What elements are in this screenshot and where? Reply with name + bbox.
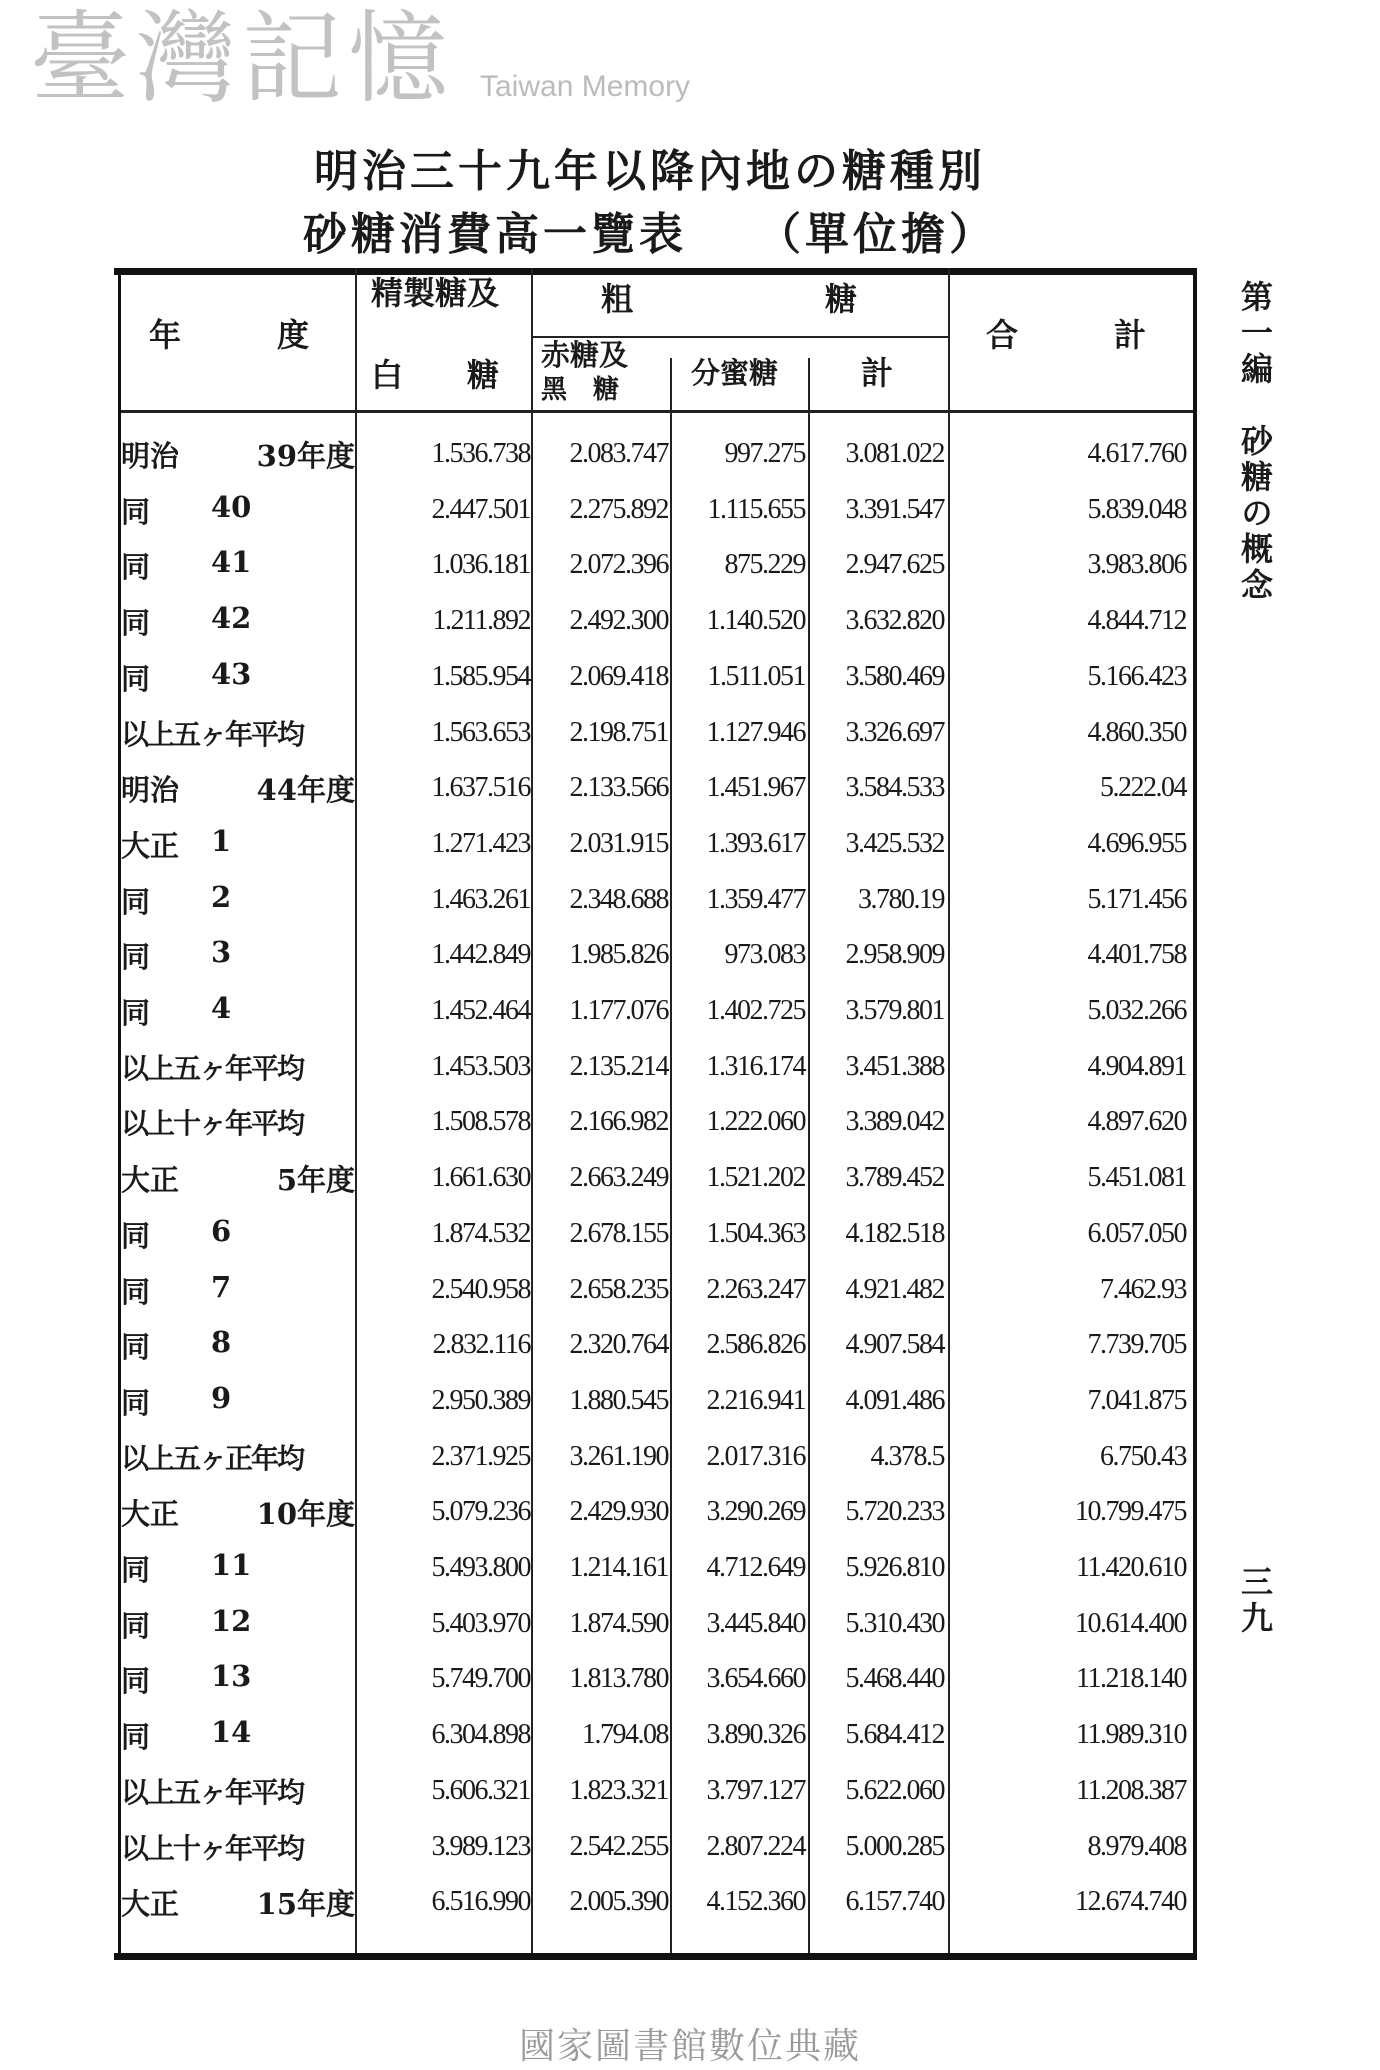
cell-sep: 1.511.051	[707, 660, 805, 692]
watermark-en: Taiwan Memory	[480, 70, 691, 103]
table-title-line2	[0, 198, 1300, 262]
table-row	[121, 707, 1187, 761]
table-row	[121, 1152, 1187, 1206]
cell-total: 12.674.740	[1075, 1886, 1186, 1918]
row-era: 大正	[121, 1887, 180, 1922]
row-year: 42	[211, 601, 252, 636]
row-era: 同	[121, 550, 151, 585]
cell-raw: 4.182.518	[845, 1217, 944, 1249]
row-year: 4	[211, 991, 232, 1025]
cell-refined: 1.508.578	[431, 1106, 530, 1138]
cell-sep: 3.654.660	[706, 1663, 805, 1695]
row-era: 同	[121, 1330, 151, 1365]
cell-refined: 1.585.954	[431, 660, 530, 692]
table-title: 砂糖消費高一覽表	[303, 209, 687, 260]
side-chapter-header: 第一編 砂糖の概念	[1236, 280, 1274, 604]
row-year: 11	[211, 1548, 252, 1582]
row-era: 同	[121, 940, 151, 975]
cell-sep: 1.504.363	[706, 1217, 805, 1249]
cell-raw: 3.451.388	[845, 1050, 944, 1082]
cell-refined: 1.452.464	[431, 995, 530, 1026]
row-year: 43	[211, 656, 252, 691]
table-row	[121, 1208, 1187, 1262]
row-era: 同	[121, 1664, 151, 1699]
cell-raw: 4.921.482	[845, 1273, 944, 1305]
table-row	[121, 1709, 1187, 1763]
cell-red: 2.658.235	[569, 1273, 668, 1305]
cell-red: 2.135.214	[569, 1050, 668, 1082]
row-year: 3	[211, 935, 232, 970]
cell-total: 4.617.760	[1087, 438, 1186, 469]
table-title-line1: 明治三十九年以降內地の糖種別	[314, 146, 986, 197]
table-row	[121, 1876, 1187, 1930]
cell-refined: 2.540.958	[431, 1273, 530, 1305]
cell-raw: 4.378.5	[870, 1440, 944, 1472]
row-era: 同	[121, 661, 151, 696]
cell-raw: 3.425.532	[845, 827, 944, 859]
cell-refined: 1.036.181	[431, 549, 530, 581]
row-era: 明治	[121, 773, 180, 808]
cell-refined: 1.661.630	[431, 1162, 530, 1194]
cell-red: 1.794.08	[582, 1719, 668, 1751]
row-era: 以上五ヶ年平均	[121, 1051, 304, 1085]
row-era: 同	[121, 884, 151, 919]
row-year: 44年度	[256, 773, 355, 808]
cell-sep: 1.140.520	[706, 605, 805, 637]
row-era: 以上十ヶ年平均	[121, 1107, 304, 1141]
cell-total: 11.218.140	[1076, 1663, 1186, 1695]
cell-raw: 3.389.042	[845, 1106, 944, 1138]
cell-red: 1.823.321	[569, 1774, 668, 1806]
cell-red: 2.166.982	[569, 1106, 668, 1138]
table-row	[121, 1096, 1187, 1150]
table-row	[121, 1375, 1187, 1429]
cell-refined: 3.989.123	[431, 1830, 530, 1862]
cell-refined: 1.463.261	[431, 883, 530, 915]
cell-raw: 3.632.820	[845, 605, 944, 637]
table-row	[121, 874, 1187, 928]
row-era: 同	[121, 494, 151, 529]
row-year: 5年度	[276, 1163, 355, 1198]
row-year: 2	[211, 879, 232, 914]
cell-refined: 5.493.800	[431, 1552, 530, 1583]
row-year: 40	[211, 489, 252, 524]
table-row	[121, 1486, 1187, 1540]
cell-refined: 5.749.700	[431, 1663, 530, 1695]
cell-total: 4.897.620	[1087, 1106, 1186, 1138]
row-era: 以上五ヶ年平均	[121, 1775, 304, 1809]
cell-total: 6.057.050	[1087, 1217, 1186, 1249]
cell-red: 2.198.751	[569, 716, 668, 748]
cell-raw: 5.310.430	[845, 1607, 944, 1639]
table-row	[121, 1542, 1187, 1596]
cell-raw: 3.780.19	[858, 883, 944, 915]
cell-refined: 1.442.849	[431, 939, 530, 971]
cell-total: 5.032.266	[1087, 995, 1186, 1026]
table-row	[121, 1264, 1187, 1318]
cell-refined: 2.832.116	[432, 1329, 530, 1361]
table-row	[121, 818, 1187, 872]
cell-total: 4.401.758	[1087, 939, 1186, 971]
row-era: 大正	[121, 828, 180, 863]
cell-refined: 5.606.321	[431, 1774, 530, 1806]
cell-refined: 2.950.389	[431, 1384, 530, 1416]
table-row	[121, 539, 1187, 593]
cell-sep: 3.445.840	[706, 1607, 805, 1639]
cell-sep: 1.127.946	[706, 716, 805, 748]
header-raw-sugar: 粗 糖	[601, 280, 858, 318]
cell-total: 8.979.408	[1087, 1830, 1186, 1862]
cell-total: 10.614.400	[1075, 1607, 1186, 1639]
cell-sep: 1.222.060	[706, 1106, 805, 1138]
row-year: 6	[211, 1213, 232, 1248]
cell-sep: 2.216.941	[706, 1384, 805, 1416]
row-year: 9	[211, 1380, 232, 1415]
table-row	[121, 651, 1187, 705]
row-year: 39年度	[256, 439, 355, 473]
cell-red: 1.880.545	[569, 1384, 668, 1416]
cell-refined: 1.211.892	[432, 605, 530, 637]
cell-raw: 3.326.697	[845, 716, 944, 748]
cell-raw: 6.157.740	[845, 1886, 944, 1918]
cell-red: 2.069.418	[569, 660, 668, 692]
table-row	[121, 484, 1187, 538]
cell-red: 2.663.249	[569, 1162, 668, 1194]
cell-total: 4.860.350	[1087, 716, 1186, 748]
cell-red: 1.214.161	[569, 1552, 668, 1583]
header-raw-total: 計	[861, 354, 894, 392]
cell-total: 4.844.712	[1087, 605, 1186, 637]
cell-total: 5.839.048	[1087, 493, 1186, 525]
row-era: 同	[121, 1218, 151, 1253]
row-era: 同	[121, 1553, 151, 1587]
cell-sep: 1.521.202	[706, 1162, 805, 1194]
cell-raw: 5.468.440	[845, 1663, 944, 1695]
cell-red: 1.177.076	[569, 995, 668, 1026]
row-year: 14	[211, 1715, 252, 1750]
cell-red: 2.031.915	[569, 827, 668, 859]
cell-raw: 5.720.233	[845, 1496, 944, 1528]
cell-raw: 5.000.285	[845, 1830, 944, 1862]
cell-total: 7.462.93	[1100, 1273, 1186, 1305]
row-year: 15年度	[256, 1887, 355, 1922]
cell-red: 1.813.780	[569, 1663, 668, 1695]
cell-sep: 2.586.826	[706, 1329, 805, 1361]
row-year: 7	[211, 1269, 232, 1304]
watermark: 臺灣記憶	[30, 0, 454, 117]
row-year: 41	[211, 545, 252, 580]
row-year: 1	[211, 823, 232, 858]
table-row	[121, 428, 1187, 482]
table-bottom-border	[114, 1953, 1194, 1960]
cell-raw: 3.391.547	[845, 493, 944, 525]
footer-credit: 國家圖書館數位典藏	[518, 2026, 861, 2067]
cell-red: 2.072.396	[569, 549, 668, 581]
cell-total: 11.420.610	[1076, 1552, 1186, 1583]
cell-refined: 1.453.503	[431, 1050, 530, 1082]
cell-raw: 5.926.810	[845, 1552, 944, 1583]
row-era: 以上五ヶ正年均	[121, 1441, 304, 1475]
cell-red: 2.133.566	[569, 772, 668, 804]
cell-total: 7.041.875	[1087, 1384, 1186, 1416]
cell-raw: 4.907.584	[845, 1329, 944, 1361]
row-era: 大正	[121, 1163, 180, 1198]
header-bottom-border	[121, 410, 1193, 413]
cell-sep: 1.451.967	[706, 772, 805, 804]
row-era: 同	[121, 1608, 151, 1643]
cell-raw: 2.947.625	[845, 549, 944, 581]
cell-refined: 6.304.898	[431, 1719, 530, 1751]
cell-sep: 4.152.360	[706, 1886, 805, 1918]
cell-red: 2.320.764	[569, 1329, 668, 1361]
table-row	[121, 929, 1187, 983]
header-red-black: 赤糖及	[541, 338, 629, 372]
cell-refined: 1.874.532	[431, 1217, 530, 1249]
cell-raw: 5.684.412	[845, 1719, 944, 1751]
table-row	[121, 1821, 1187, 1875]
cell-sep: 3.797.127	[706, 1774, 805, 1806]
cell-sep: 3.290.269	[706, 1496, 805, 1528]
row-era: 以上五ヶ年平均	[121, 717, 304, 751]
row-era: 大正	[121, 1497, 180, 1532]
cell-refined: 2.447.501	[431, 493, 530, 525]
cell-sep: 875.229	[724, 549, 805, 581]
header-separated: 分蜜糖	[691, 356, 779, 390]
cell-sep: 1.115.655	[707, 493, 805, 525]
cell-total: 3.983.806	[1087, 549, 1186, 581]
cell-sep: 2.017.316	[706, 1440, 805, 1472]
row-year: 12	[211, 1603, 252, 1638]
cell-sep: 1.359.477	[706, 883, 805, 915]
cell-sep: 1.393.617	[706, 827, 805, 859]
cell-raw: 3.584.533	[845, 772, 944, 804]
cell-sep: 2.263.247	[706, 1273, 805, 1305]
cell-red: 2.678.155	[569, 1217, 668, 1249]
cell-refined: 5.079.236	[431, 1496, 530, 1528]
cell-red: 2.005.390	[569, 1886, 668, 1918]
row-era: 以上十ヶ年平均	[121, 1831, 304, 1865]
row-era: 同	[121, 996, 151, 1030]
table-row	[121, 985, 1187, 1039]
cell-red: 2.429.930	[569, 1496, 668, 1528]
cell-refined: 2.371.925	[431, 1440, 530, 1472]
cell-red: 1.985.826	[569, 939, 668, 971]
cell-red: 2.542.255	[569, 1830, 668, 1862]
cell-sep: 3.890.326	[706, 1719, 805, 1751]
cell-raw: 5.622.060	[845, 1774, 944, 1806]
cell-refined: 1.536.738	[431, 438, 530, 469]
cell-red: 2.348.688	[569, 883, 668, 915]
cell-refined: 6.516.990	[431, 1886, 530, 1918]
cell-refined: 1.271.423	[431, 827, 530, 859]
table-row	[121, 595, 1187, 649]
row-era: 同	[121, 1720, 151, 1755]
cell-red: 3.261.190	[569, 1440, 668, 1472]
header-red-black-2: 黑 糖	[541, 375, 620, 405]
table-row	[121, 1598, 1187, 1652]
cell-raw: 2.958.909	[845, 939, 944, 971]
header-refined-bottom: 白 糖	[371, 356, 500, 394]
cell-sep: 1.402.725	[706, 995, 805, 1026]
unit-label: （單位擔）	[757, 209, 997, 260]
table-row	[121, 1653, 1187, 1707]
cell-total: 7.739.705	[1087, 1329, 1186, 1361]
row-year: 13	[211, 1659, 252, 1694]
cell-sep: 1.316.174	[706, 1050, 805, 1082]
row-era: 同	[121, 606, 151, 641]
cell-total: 5.451.081	[1087, 1162, 1186, 1194]
cell-total: 4.904.891	[1087, 1050, 1186, 1082]
cell-total: 10.799.475	[1075, 1496, 1186, 1528]
cell-total: 5.222.04	[1100, 772, 1186, 804]
row-era: 同	[121, 1274, 151, 1309]
table-row	[121, 1431, 1187, 1485]
page-number: 三九	[1236, 1565, 1274, 1637]
cell-raw: 3.579.801	[845, 995, 944, 1026]
table-row	[121, 1319, 1187, 1373]
cell-red: 2.492.300	[569, 605, 668, 637]
cell-total: 4.696.955	[1087, 827, 1186, 859]
header-grand-total: 合 計	[986, 316, 1147, 354]
cell-red: 2.083.747	[569, 438, 668, 469]
cell-sep: 997.275	[724, 438, 805, 469]
row-year: 8	[211, 1325, 232, 1360]
cell-total: 5.171.456	[1087, 883, 1186, 915]
cell-total: 11.208.387	[1076, 1774, 1186, 1806]
cell-sep: 4.712.649	[706, 1552, 805, 1583]
cell-total: 11.989.310	[1076, 1719, 1186, 1751]
row-era: 同	[121, 1385, 151, 1420]
table-row	[121, 762, 1187, 816]
cell-red: 1.874.590	[569, 1607, 668, 1639]
table-row	[121, 1765, 1187, 1819]
cell-total: 5.166.423	[1087, 660, 1186, 692]
cell-raw: 3.789.452	[845, 1162, 944, 1194]
header-refined-top: 精製糖及	[371, 274, 500, 312]
cell-raw: 3.580.469	[845, 660, 944, 692]
cell-red: 2.275.892	[569, 493, 668, 525]
cell-sep: 973.083	[724, 939, 805, 971]
header-year: 年 度	[149, 316, 310, 354]
cell-total: 6.750.43	[1100, 1440, 1186, 1472]
cell-refined: 5.403.970	[431, 1607, 530, 1639]
table-row	[121, 1041, 1187, 1095]
cell-raw: 4.091.486	[845, 1384, 944, 1416]
cell-sep: 2.807.224	[706, 1830, 805, 1862]
row-year: 10年度	[256, 1497, 355, 1532]
cell-refined: 1.637.516	[431, 772, 530, 804]
row-era: 明治	[121, 439, 180, 473]
cell-refined: 1.563.653	[431, 716, 530, 748]
cell-raw: 3.081.022	[845, 438, 944, 469]
